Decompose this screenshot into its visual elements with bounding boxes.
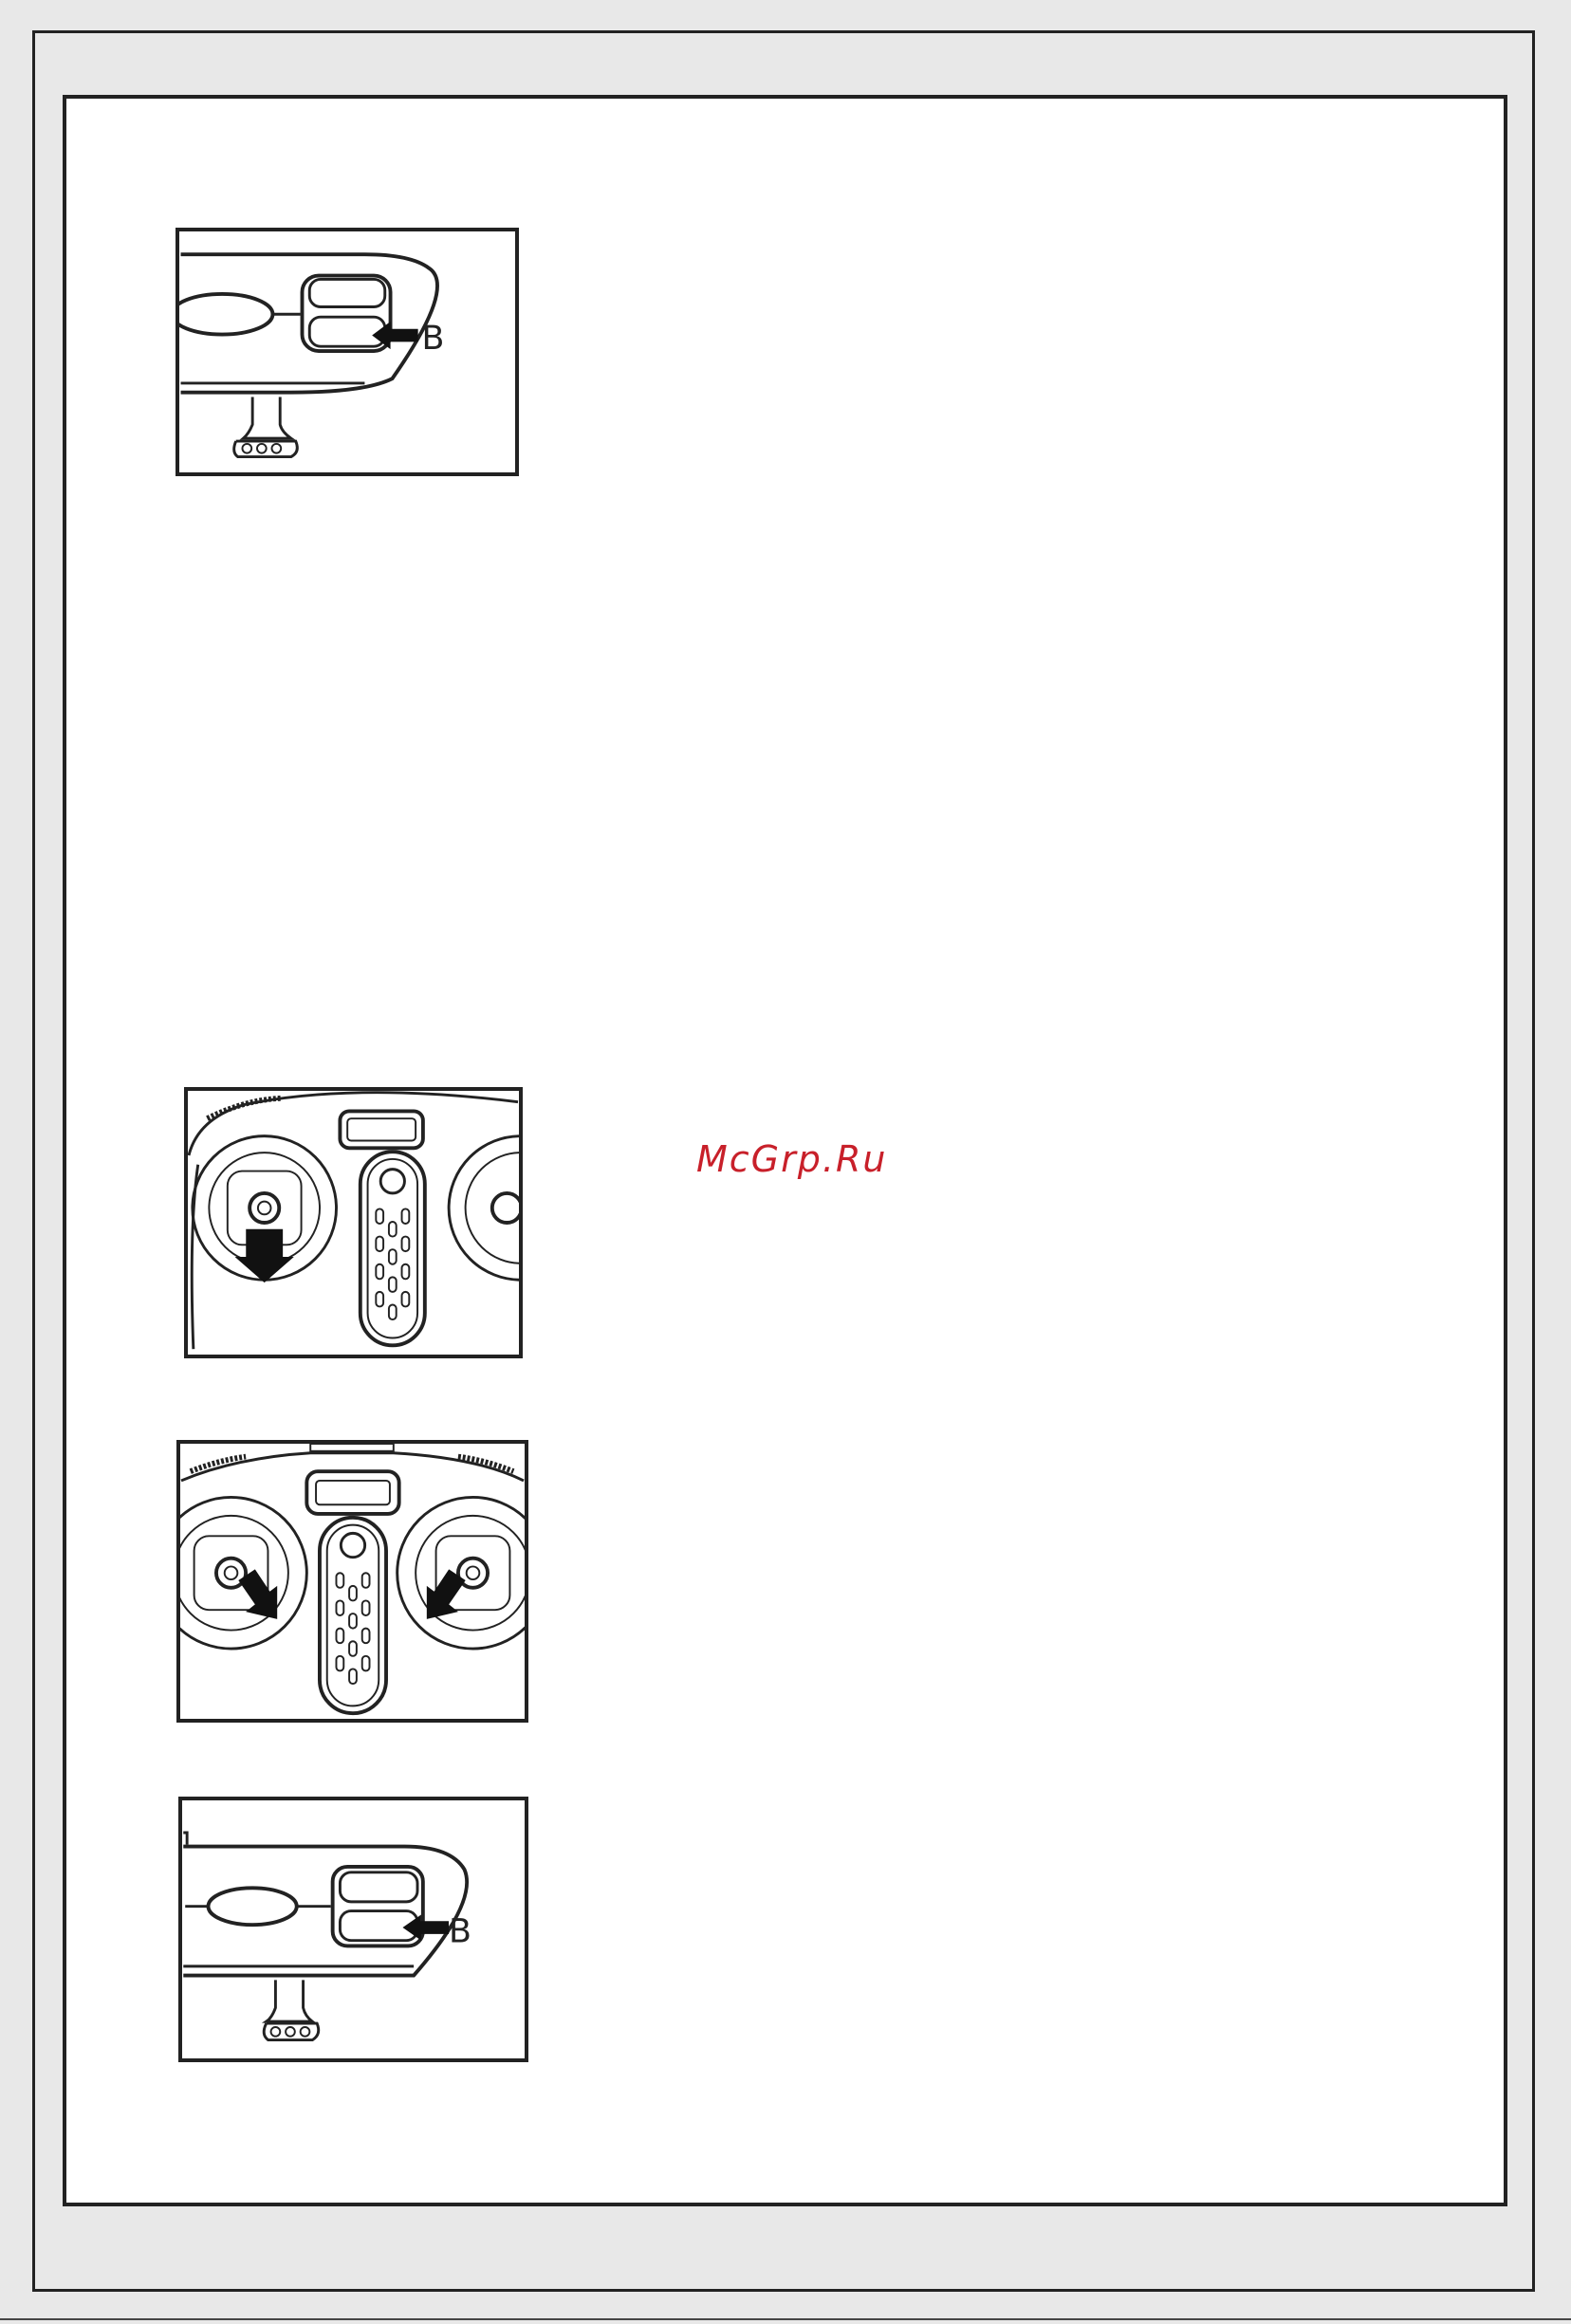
lcd-screen (306, 1471, 398, 1514)
side-view-illustration (179, 231, 515, 472)
arrow-down-left-icon (427, 1569, 466, 1619)
arrow-left-icon (402, 1914, 449, 1940)
switch-housing (302, 276, 390, 351)
arrow-down-icon (235, 1229, 294, 1282)
switch-label-b: B (449, 1912, 472, 1951)
power-button-icon (380, 1170, 404, 1193)
switch-b (309, 317, 384, 346)
grip-oval-icon (209, 1888, 297, 1925)
arrow-down-right-icon (238, 1569, 277, 1619)
switch-a (309, 279, 384, 306)
grip-oval-icon (179, 294, 272, 335)
right-stick (492, 1193, 519, 1223)
figure-top-view-left-stick-down (184, 1087, 523, 1358)
switch-label-b: B (421, 320, 445, 359)
left-stick (250, 1193, 279, 1223)
figure-side-view-switch-b-top (176, 228, 519, 476)
power-button-icon (341, 1533, 364, 1557)
side-view-illustration-2 (182, 1800, 525, 2058)
top-view-illustration-1 (188, 1091, 519, 1355)
bottom-rule (0, 2318, 1571, 2320)
figure-side-view-switch-b-bottom (178, 1797, 528, 2062)
figure-top-view-both-sticks-corner (176, 1440, 528, 1723)
watermark-text: McGrp.Ru (696, 1138, 888, 1180)
top-view-illustration-2 (180, 1444, 525, 1719)
lcd-screen (340, 1111, 422, 1148)
switch-housing (333, 1867, 423, 1946)
switch-a (340, 1872, 417, 1902)
